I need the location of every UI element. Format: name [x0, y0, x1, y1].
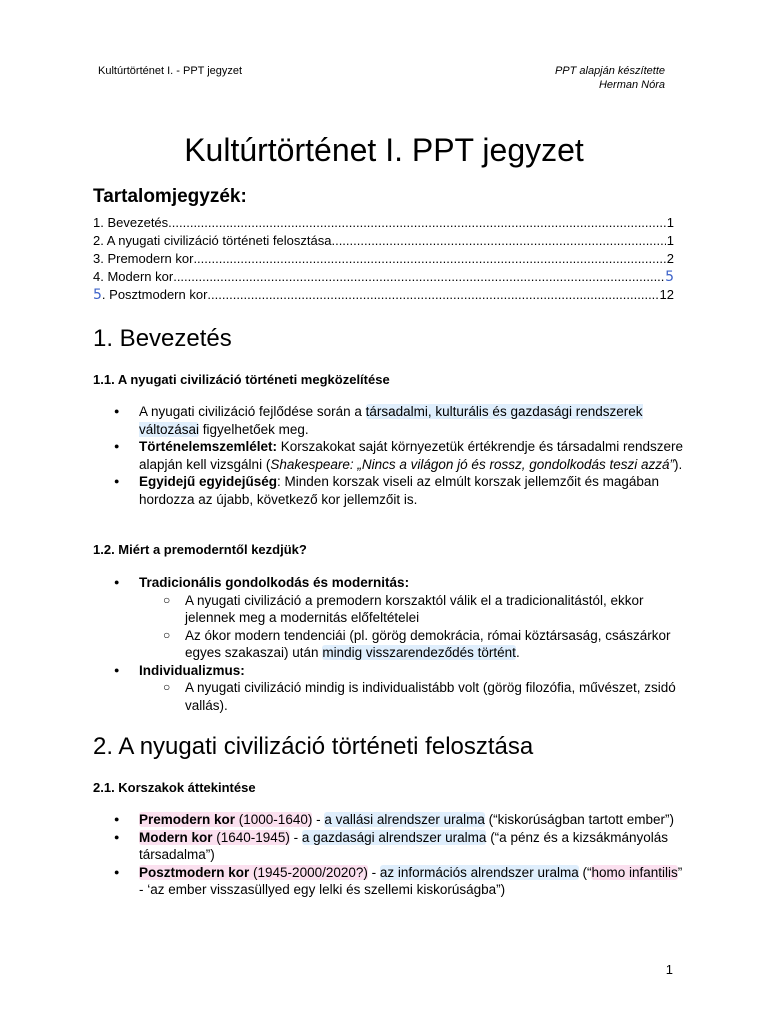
bullet-list	[93, 403, 683, 508]
highlighted-text: homo infantilis	[591, 864, 678, 880]
page-number: 1	[665, 962, 673, 977]
list-item: ● A nyugati civilizáció fejlődése során a társadalmi, kulturális és gazdasági rendszerek változásai figyelhetőek meg.	[93, 403, 683, 438]
toc-entry[interactable]	[93, 268, 674, 286]
list-item: ● Individualizmus:	[93, 662, 683, 680]
toc-entry-page: 12	[659, 287, 674, 302]
toc-entry-label: 2. A nyugati civilizáció történeti felosztása	[93, 233, 332, 248]
highlighted-text: mindig visszarendeződés történt	[322, 645, 516, 660]
section-heading: 2. A nyugati civilizáció történeti felosztása	[93, 733, 534, 760]
toc-heading: Tartalomjegyzék:	[93, 186, 247, 207]
bullet-list	[93, 811, 683, 899]
list-item: ● Modern kor (1640-1945) - a gazdasági alrendszer uralma (“a pénz és a kizsákmányolás társadalma”)	[93, 829, 683, 864]
list-item: ● Egyidejű egyidejűség: Minden korszak viseli az elmúlt korszak jellemzőit és magában hordozza az újabb, következő kor jellemzőit is.	[93, 473, 683, 508]
list-item: ● Tradicionális gondolkodás és modernitás:	[93, 574, 683, 592]
toc-entry-handwritten-number: 5	[93, 287, 102, 303]
table-of-contents	[93, 214, 674, 304]
section-heading: 1. Bevezetés	[93, 325, 232, 352]
highlighted-text: társadalmi, kulturális és gazdasági rendszerek változásai	[139, 404, 643, 437]
header-author-line1: PPT alapján készítette	[554, 65, 665, 77]
running-header-right	[555, 64, 665, 92]
highlighted-text: a gazdasági alrendszer uralma	[301, 829, 487, 845]
highlighted-text: az információs alrendszer uralma	[379, 864, 579, 880]
toc-entry-label: 3. Premodern kor	[93, 251, 194, 266]
list-item: ● Posztmodern kor (1945-2000/2020?) - az információs alrendszer uralma (“homo infantilis” - ‘az ember visszasüllyed egy lelki és szellemi kiskorúságba”)	[93, 864, 683, 899]
toc-entry-label: 1. Bevezetés	[93, 215, 169, 230]
toc-entry-page: 1	[666, 233, 674, 248]
running-header-left: Kultúrtörténet I. - PPT jegyzet	[98, 65, 243, 77]
toc-entry[interactable]	[93, 286, 674, 304]
list-item: ● Premodern kor (1000-1640) - a vallási alrendszer uralma (“kiskorúságban tartott ember”)	[93, 811, 683, 829]
subsection-heading: 2.1. Korszakok áttekintése	[93, 780, 256, 795]
toc-entry-page: 2	[666, 251, 674, 266]
bullet-list	[93, 574, 683, 714]
header-author-line2: Herman Nóra	[598, 79, 665, 91]
subsection-heading: 1.2. Miért a premoderntől kezdjük?	[93, 542, 307, 557]
toc-entry-page: 1	[666, 215, 674, 230]
toc-entry[interactable]	[93, 250, 674, 268]
sub-list-item: ○ Az ókor modern tendenciái (pl. görög demokrácia, római köztársaság, császárkor egyes szakaszai) után mindig visszarendeződés történt.	[93, 627, 683, 662]
toc-entry-label: 4. Modern kor	[93, 269, 174, 284]
toc-entry[interactable]	[93, 214, 674, 232]
toc-entry-label: 5. Posztmodern kor	[93, 287, 208, 303]
document-title: Kultúrtörténet I. PPT jegyzet	[184, 132, 584, 168]
list-item: ● Történelemszemlélet: Korszakokat saját környezetük értékrendje és társadalmi rendszere alapján kell vizsgálni (Shakespeare: „Nincs a világon jó és rossz, gondolkodás teszi azzá”).	[93, 438, 683, 473]
subsection-heading: 1.1. A nyugati civilizáció történeti megközelítése	[93, 372, 390, 387]
toc-entry-page-handwritten: 5	[665, 269, 674, 285]
sub-list-item: ○ A nyugati civilizáció mindig is individualistább volt (görög filozófia, művészet, zsidó vallás).	[93, 679, 683, 714]
toc-entry[interactable]	[93, 232, 674, 250]
sub-list-item: ○ A nyugati civilizáció a premodern korszaktól válik el a tradicionalitástól, ekkor jelennek meg a modernitás előfeltételei	[93, 592, 683, 627]
highlighted-text: a vallási alrendszer uralma	[324, 812, 485, 827]
